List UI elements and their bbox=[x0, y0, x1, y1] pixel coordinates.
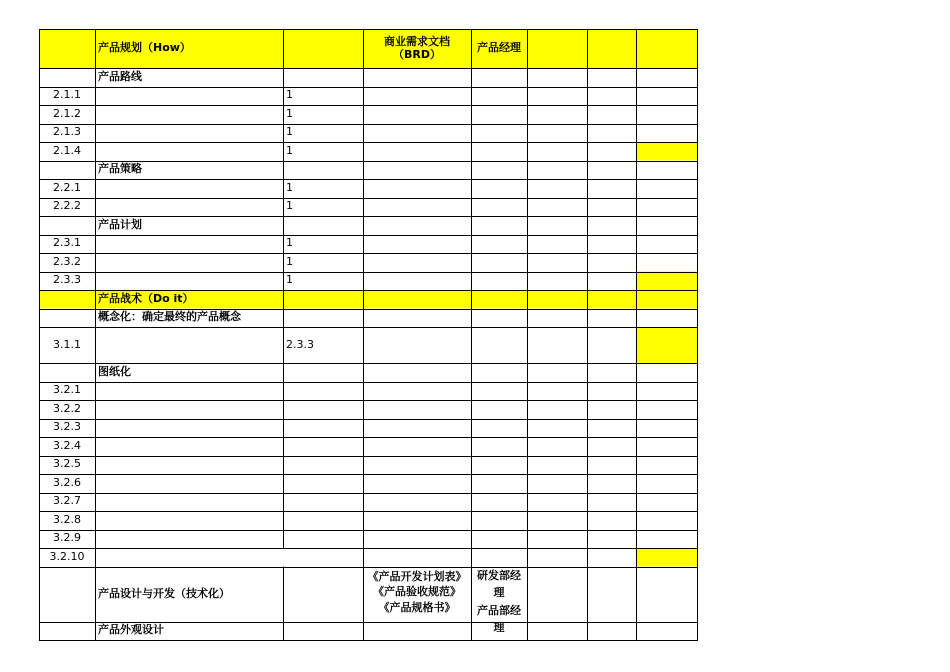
row-number[interactable]: 2.2.1 bbox=[53, 180, 81, 194]
row-number[interactable]: 2.1.1 bbox=[53, 88, 81, 102]
role-list-item: 研发部经 bbox=[477, 568, 521, 582]
row-value[interactable]: 1 bbox=[286, 199, 293, 213]
section-title[interactable]: 产品路线 bbox=[98, 69, 142, 83]
cell-fill-highlight bbox=[636, 548, 697, 567]
section-title[interactable]: 产品外观设计 bbox=[98, 623, 164, 637]
header-doc-line1: 商业需求文档 bbox=[384, 34, 450, 48]
role-list-item: 理 bbox=[493, 586, 505, 600]
cell-fill-highlight bbox=[636, 142, 697, 161]
row-value[interactable]: 1 bbox=[286, 254, 293, 268]
row-number[interactable]: 3.2.7 bbox=[53, 494, 81, 508]
doc-list-item: 《产品验收规范》 bbox=[373, 585, 461, 599]
row-number[interactable]: 3.2.2 bbox=[53, 401, 81, 415]
row-value[interactable] bbox=[283, 419, 363, 438]
row-value[interactable] bbox=[283, 474, 363, 493]
row-value[interactable] bbox=[283, 437, 363, 456]
row-number[interactable]: 3.2.1 bbox=[53, 383, 81, 397]
doc-list-item: 《产品规格书》 bbox=[378, 601, 456, 615]
section-title[interactable]: 产品战术（Do it） bbox=[98, 291, 194, 305]
section-title[interactable]: 图纸化 bbox=[98, 364, 131, 378]
row-value[interactable]: 1 bbox=[286, 273, 293, 287]
row-value[interactable]: 1 bbox=[286, 125, 293, 139]
row-value[interactable]: 1 bbox=[286, 88, 293, 102]
row-number[interactable]: 3.1.1 bbox=[53, 337, 81, 351]
section-title[interactable]: 产品策略 bbox=[98, 162, 142, 176]
row-value[interactable] bbox=[283, 400, 363, 419]
row-value[interactable] bbox=[283, 530, 363, 549]
row-number[interactable]: 3.2.6 bbox=[53, 475, 81, 489]
row-number[interactable]: 3.2.10 bbox=[49, 549, 85, 563]
row-number[interactable]: 3.2.5 bbox=[53, 457, 81, 471]
row-value[interactable] bbox=[283, 511, 363, 530]
cell-fill-highlight bbox=[636, 327, 697, 363]
section-title[interactable]: 产品设计与开发（技术化） bbox=[98, 586, 230, 600]
row-value[interactable]: 2.3.3 bbox=[286, 337, 314, 351]
header-doc[interactable] bbox=[363, 29, 471, 68]
row-value[interactable]: 1 bbox=[286, 236, 293, 250]
row-number[interactable]: 2.3.1 bbox=[53, 236, 81, 250]
row-value[interactable] bbox=[283, 382, 363, 401]
role-list-item: 产品部经 bbox=[477, 603, 521, 617]
section-title[interactable]: 概念化：确定最终的产品概念 bbox=[98, 310, 241, 324]
header-doc-line2: （BRD） bbox=[393, 47, 441, 61]
cell-fill-highlight bbox=[636, 272, 697, 291]
row-value[interactable]: 1 bbox=[286, 180, 293, 194]
section-title[interactable]: 产品计划 bbox=[98, 217, 142, 231]
row-value[interactable]: 1 bbox=[286, 106, 293, 120]
row-number[interactable]: 3.2.4 bbox=[53, 438, 81, 452]
row-number[interactable]: 3.2.9 bbox=[53, 531, 81, 545]
row-number[interactable]: 3.2.3 bbox=[53, 420, 81, 434]
row-number[interactable]: 2.3.3 bbox=[53, 273, 81, 287]
row-value[interactable] bbox=[283, 493, 363, 512]
row-number[interactable]: 2.1.4 bbox=[53, 143, 81, 157]
header-role[interactable]: 产品经理 bbox=[477, 41, 521, 55]
row-number[interactable]: 2.1.2 bbox=[53, 106, 81, 120]
row-number[interactable]: 2.2.2 bbox=[53, 199, 81, 213]
role-list-item: 理 bbox=[493, 621, 505, 632]
row-number[interactable]: 2.3.2 bbox=[53, 254, 81, 268]
doc-list[interactable] bbox=[363, 567, 471, 622]
row-number[interactable]: 3.2.8 bbox=[53, 512, 81, 526]
row-number[interactable]: 2.1.3 bbox=[53, 125, 81, 139]
row-value[interactable]: 1 bbox=[286, 143, 293, 157]
row-value[interactable] bbox=[95, 548, 363, 567]
header-title[interactable]: 产品规划（How） bbox=[98, 41, 191, 55]
role-list[interactable] bbox=[471, 567, 527, 632]
doc-list-item: 《产品开发计划表》 bbox=[367, 569, 467, 583]
row-value[interactable] bbox=[283, 456, 363, 475]
